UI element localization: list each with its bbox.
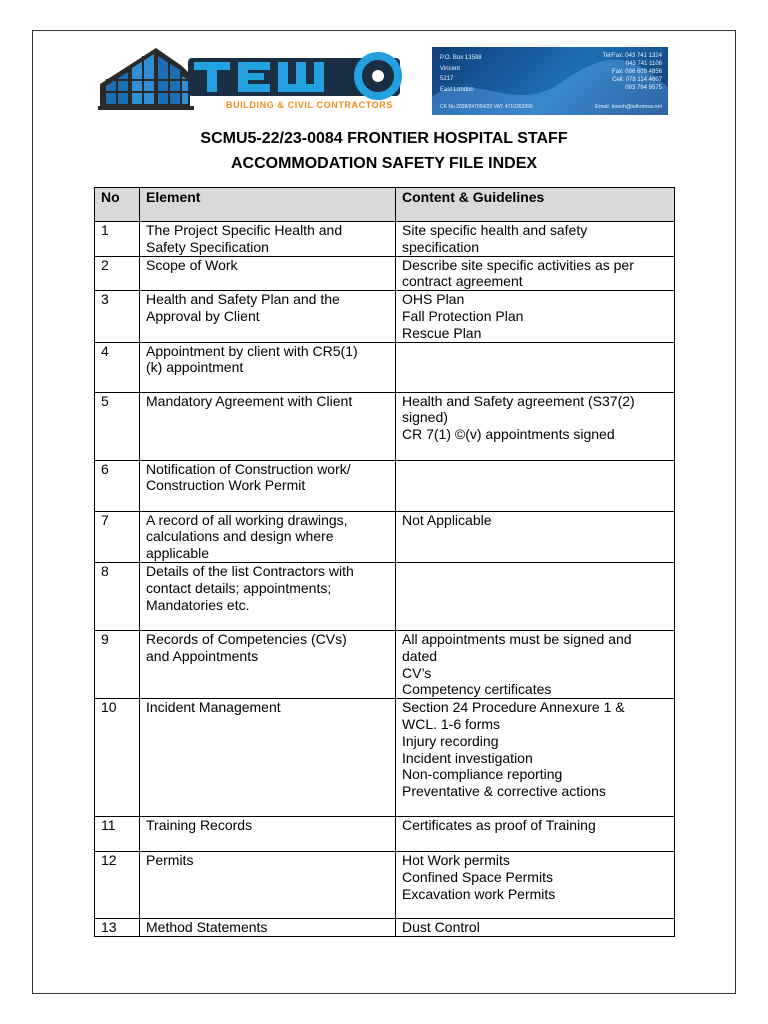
row-content <box>396 919 675 937</box>
row-element <box>140 919 396 937</box>
address-line: East London <box>440 86 474 93</box>
row-element <box>140 222 396 257</box>
contact-banner <box>432 47 668 115</box>
address-line: Vincent <box>440 65 460 72</box>
element-line: and Appointments <box>146 647 259 664</box>
row-element <box>140 342 396 392</box>
content-line: signed) <box>402 409 448 426</box>
content-line: All appointments must be signed and <box>402 630 632 647</box>
content-line: Health and Safety agreement (S37(2) <box>402 392 635 409</box>
row-element <box>140 630 396 698</box>
table-row <box>95 256 675 291</box>
content-line: Dust Control <box>402 919 480 936</box>
table-row <box>95 630 675 698</box>
element-line: Notification of Construction work/ <box>146 460 351 477</box>
table-row <box>95 291 675 342</box>
address-line: 5217 <box>440 76 454 83</box>
row-number: 12 <box>95 852 140 919</box>
row-content <box>396 699 675 817</box>
content-line: Section 24 Procedure Annexure 1 & <box>402 699 625 716</box>
registration-text: CK No.2008/247054/23 VAT: 4710263999 <box>440 104 533 110</box>
table-row <box>95 562 675 630</box>
table-row <box>95 919 675 937</box>
row-element <box>140 291 396 342</box>
contact-address <box>440 53 482 95</box>
content-line: Excavation work Permits <box>402 885 556 902</box>
element-line: Mandatories etc. <box>146 596 250 613</box>
row-element <box>140 852 396 919</box>
safety-file-index-table <box>94 187 675 937</box>
row-content <box>396 342 675 392</box>
row-element <box>140 392 396 460</box>
row-content <box>396 392 675 460</box>
content-line: WCL. 1-6 forms <box>402 715 501 732</box>
element-line: Health and Safety Plan and the <box>146 291 340 308</box>
company-logo <box>98 44 408 116</box>
content-line: specification <box>402 238 480 255</box>
content-line: Fall Protection Plan <box>402 307 524 324</box>
row-content <box>396 256 675 291</box>
element-line: Incident Management <box>146 699 281 716</box>
table-row <box>95 511 675 562</box>
content-line: Injury recording <box>402 732 499 749</box>
row-number: 10 <box>95 699 140 817</box>
phone-line: Tel/Fax: 043 741 1324 <box>602 53 662 59</box>
element-line: contact details; appointments; <box>146 579 332 596</box>
element-line: Method Statements <box>146 919 268 936</box>
email-text: Email: tewoh@telkomsa.net <box>595 104 662 110</box>
phone-line: Cell: 078 114 4607 <box>612 77 662 84</box>
content-line: Hot Work permits <box>402 852 510 869</box>
row-content <box>396 222 675 257</box>
row-number: 2 <box>95 256 140 291</box>
logo-tagline: BUILDING & CIVIL CONTRACTORS <box>226 100 393 110</box>
row-content <box>396 852 675 919</box>
phone-line: Fax: 086 609 4856 <box>611 69 662 76</box>
row-number: 5 <box>95 392 140 460</box>
header-no: No <box>95 188 140 222</box>
element-line: Scope of Work <box>146 256 238 273</box>
title-line-1: SCMU5-22/23-0084 FRONTIER HOSPITAL STAFF <box>200 130 568 147</box>
row-content <box>396 562 675 630</box>
row-number: 13 <box>95 919 140 937</box>
content-line: Not Applicable <box>402 511 492 528</box>
row-content <box>396 817 675 852</box>
content-line: Describe site specific activities as per <box>402 256 634 273</box>
table-row <box>95 222 675 257</box>
content-line: Site specific health and safety <box>402 222 588 238</box>
header-content: Content & Guidelines <box>396 188 675 222</box>
content-line: Competency certificates <box>402 681 552 698</box>
header-element: Element <box>140 188 396 222</box>
row-element <box>140 460 396 511</box>
content-line: OHS Plan <box>402 291 465 308</box>
row-number: 8 <box>95 562 140 630</box>
row-number: 1 <box>95 222 140 257</box>
row-number: 6 <box>95 460 140 511</box>
element-line: Appointment by client with CR5(1) <box>146 342 358 359</box>
content-line: Rescue Plan <box>402 324 482 341</box>
content-line: Incident investigation <box>402 749 533 766</box>
element-line: Details of the list Contractors with <box>146 562 354 579</box>
element-line: Training Records <box>146 817 253 834</box>
title-line-2: ACCOMMODATION SAFETY FILE INDEX <box>230 155 538 172</box>
row-element <box>140 562 396 630</box>
table-row <box>95 342 675 392</box>
row-number: 4 <box>95 342 140 392</box>
row-content <box>396 460 675 511</box>
row-element <box>140 511 396 562</box>
row-content <box>396 630 675 698</box>
row-element <box>140 817 396 852</box>
table-row <box>95 852 675 919</box>
content-line: CR 7(1) ©(v) appointments signed <box>402 426 615 443</box>
table-row <box>95 817 675 852</box>
contact-phones <box>603 52 662 92</box>
phone-line: 083 794 9575 <box>625 85 662 92</box>
phone-line: 043 741 1106 <box>625 61 662 68</box>
element-line: Approval by Client <box>146 307 260 324</box>
table-row <box>95 460 675 511</box>
element-line: Safety Specification <box>146 238 269 255</box>
element-line: (k) appointment <box>146 359 244 376</box>
content-line: Confined Space Permits <box>402 868 553 885</box>
element-line: calculations and design where <box>146 528 334 545</box>
element-line: applicable <box>146 545 210 562</box>
row-number: 9 <box>95 630 140 698</box>
row-number: 7 <box>95 511 140 562</box>
element-line: Construction Work Permit <box>146 477 306 494</box>
content-line: dated <box>402 647 438 664</box>
content-line: CV’s <box>402 664 432 681</box>
content-line: Certificates as proof of Training <box>402 817 596 834</box>
row-content <box>396 291 675 342</box>
row-element <box>140 256 396 291</box>
element-line: A record of all working drawings, <box>146 511 348 528</box>
table-header-row <box>95 188 675 222</box>
address-line: P.O. Box 13598 <box>440 55 482 61</box>
element-line: Mandatory Agreement with Client <box>146 392 353 409</box>
element-line: The Project Specific Health and <box>146 222 343 238</box>
content-line: contract agreement <box>402 273 523 290</box>
row-number: 3 <box>95 291 140 342</box>
element-line: Permits <box>146 852 194 869</box>
row-number: 11 <box>95 817 140 852</box>
document-title <box>60 126 708 176</box>
row-content <box>396 511 675 562</box>
table-row <box>95 699 675 817</box>
row-element <box>140 699 396 817</box>
element-line: Records of Competencies (CVs) <box>146 630 347 647</box>
content-line: Preventative & corrective actions <box>402 783 606 800</box>
table-row <box>95 392 675 460</box>
content-line: Non-compliance reporting <box>402 766 563 783</box>
